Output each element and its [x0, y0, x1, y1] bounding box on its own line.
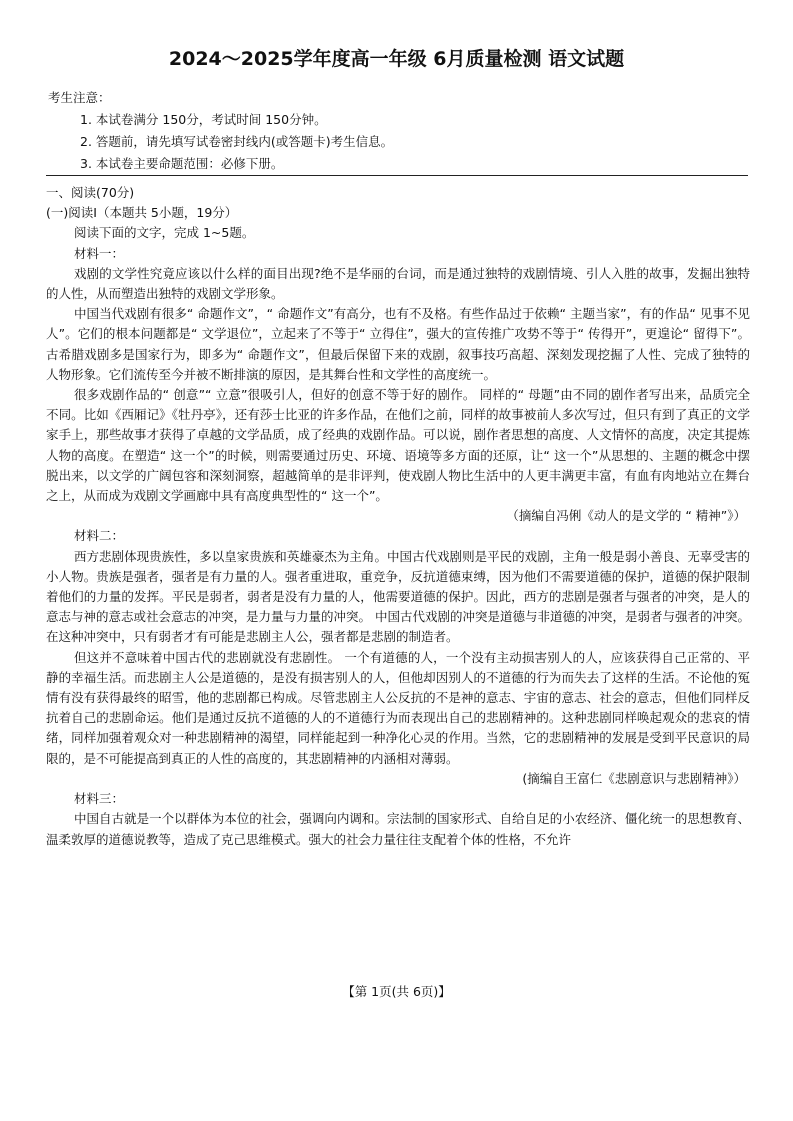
- section-subheading: (一)阅读Ⅰ（本题共 5小题，19分）: [46, 205, 238, 221]
- exam-notice: [48, 87, 748, 175]
- material-paragraph: 中国当代戏剧有很多“ 命题作文”，“ 命题作文”有高分，也有不及格。有些作品过于依赖“ 主题当家”，有的作品“ 见事不见人”。它们的根本问题都是“ 文学退位”，立起来了不等于“ 立得住”，强大的宣传推广攻势不等于“ 传得开”，更遑论“ 留得下”。古希腊戏剧多是国家行为，即多为“ 命题作文”，但最后保留下来的戏剧，叙事技巧高超、深刻发现挖掘了人性、完成了独特的人物形象。它们流传至今并被不断排演的原因，是其舞台性和文学性的高度统一。: [46, 306, 750, 382]
- section-instruction: 阅读下面的文字，完成 1~5题。: [74, 225, 255, 241]
- material-label: 材料一：: [74, 245, 125, 261]
- material-paragraph: 但这并不意味着中国古代的悲剧就没有悲剧性。 一个有道德的人，一个没有主动损害别人的人，应该获得自己正常的、平静的幸福生活。而悲剧主人公是道德的，是没有损害别人的人，但他却因别人的不道德的行为而失去了这样的生活。不论他的冤情有没有获得最终的昭雪，他的悲剧都已构成。尽管悲剧主人公反抗的不是神的意志、宇宙的意志、社会的意志，但他们同样反抗着自己的悲剧命运。他们是通过反抗不道德的人的不道德行为而表现出自己的悲剧精神的。这种悲剧同样唤起观众的悲哀的情绪，同样加强着观众对一种悲剧精神的渴望，同样能起到一种净化心灵的作用。当然，它的悲剧精神的发展是受到平民意识的局限的，是不可能提高到真正的人性的高度的，其悲剧精神的内涵相对薄弱。: [46, 649, 750, 766]
- notice-item: 3. 本试卷主要命题范围：必修下册。: [80, 156, 284, 171]
- material-paragraph: 中国自古就是一个以群体为本位的社会，强调向内调和。宗法制的国家形式、自给自足的小农经济、僵化统一的思想教育、温柔敦厚的道德说教等，造成了克己思维模式。强大的社会力量往往支配着个体的性格，不允许: [46, 811, 750, 847]
- notice-item: 1. 本试卷满分 150分，考试时间 150分钟。: [80, 112, 327, 127]
- reading-section: [46, 183, 750, 850]
- material-label: 材料三：: [74, 791, 125, 807]
- material-label: 材料二：: [74, 528, 125, 544]
- material-paragraph: 西方悲剧体现贵族性，多以皇家贵族和英雄豪杰为主角。中国古代戏剧则是平民的戏剧，主角一般是弱小善良、无辜受害的小人物。贵族是强者，强者是有力量的人。强者重进取，重竞争，反抗道德束缚，因为他们不需要道德的保护，道德的保护限制着他们的力量的发挥。平民是弱者，弱者是没有力量的人，他需要道德的保护。因此，西方的悲剧是强者与强者的冲突，是人的意志与神的意志或社会意志的冲突，是力量与力量的冲突。 中国古代戏剧的冲突是道德与非道德的冲突，是弱者与强者的冲突。在这种冲突中，只有弱者才有可能是悲剧主人公，强者都是悲剧的制造者。: [46, 548, 750, 645]
- material-paragraph: 很多戏剧作品的“ 创意”“ 立意”很吸引人，但好的创意不等于好的剧作。 同样的“ 母题”由不同的剧作者写出来，品质完全不同。比如《西厢记》《牡丹亭》，还有莎士比亚的许多作品，在他们之前，同样的故事被前人多次写过，但只有到了真正的文学家手上，那些故事才获得了卓越的文学品质，成了经典的戏剧作品。可以说，剧作者思想的高度、人文情怀的高度，决定其提炼人物的高度。在塑造“ 这一个”的时候，则需要通过历史、环境、语境等多方面的还原，让“ 这一个”从思想的、主题的概念中摆脱出来，以文学的广阔包容和深刻洞察，超越简单的是非评判，使戏剧人物比生活中的人更丰满更丰富，有血有肉地站立在舞台之上，从而成为戏剧文学画廊中具有高度典型性的“ 这一个”。: [46, 387, 750, 504]
- page-number: 【第 1页(共 6页)】: [342, 984, 451, 999]
- material-source: （摘编自冯俐《动人的是文学的 “ 精神”》）: [506, 508, 746, 524]
- notice-item: 2. 答题前，请先填写试卷密封线内(或答题卡)考生信息。: [80, 134, 394, 149]
- notice-label: 考生注意：: [48, 90, 111, 105]
- material-source: (摘编自王富仁《悲剧意识与悲剧精神》）: [522, 770, 746, 786]
- section-heading: 一、阅读(70分): [46, 185, 135, 200]
- page-title: 2024～2025学年度高一年级 6月质量检测 语文试题: [168, 48, 625, 70]
- material-paragraph: 戏剧的文学性究竟应该以什么样的面目出现?绝不是华丽的台词，而是通过独特的戏剧情境、引人入胜的故事，发掘出独特的人性，从而塑造出独特的戏剧文学形象。: [46, 265, 750, 302]
- divider-line: [46, 175, 748, 176]
